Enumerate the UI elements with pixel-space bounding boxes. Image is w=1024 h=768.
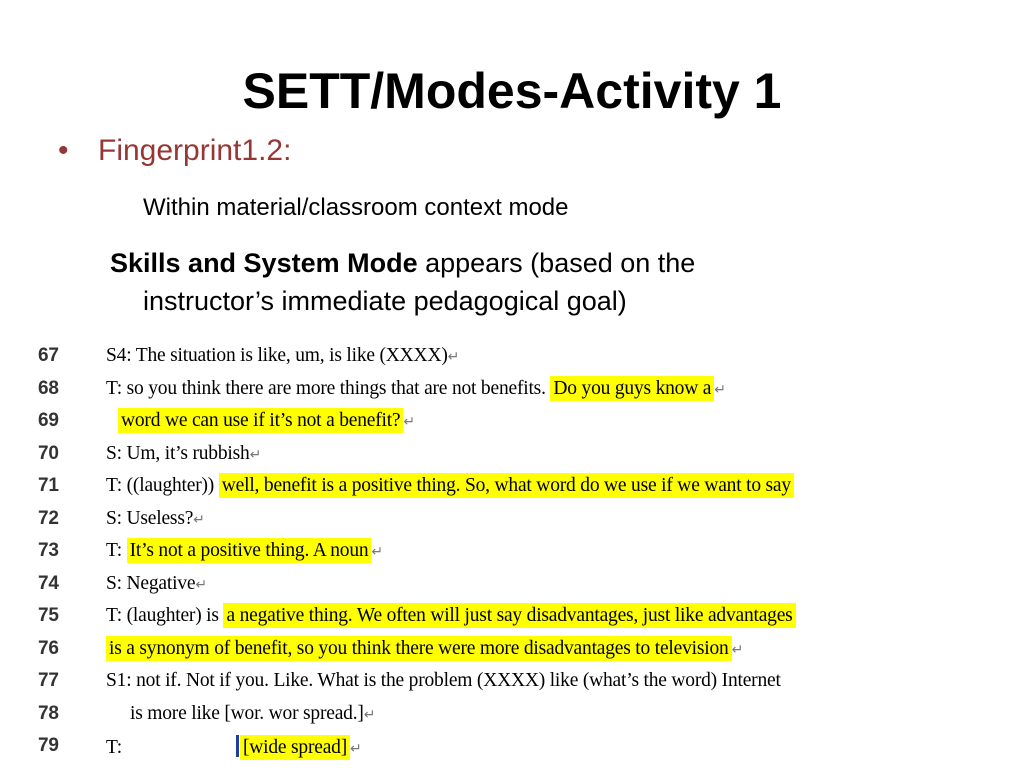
line-text: S1: not if. Not if you. Like. What is the problem (XXXX) like (what’s the word) Internet (106, 670, 781, 691)
line-text: T: ((laughter)) (106, 475, 219, 496)
return-mark: ↵ (371, 545, 383, 560)
return-mark: ↵ (714, 382, 726, 398)
return-mark: ↵ (731, 642, 744, 658)
highlighted-text: is a synonym of benefit, so you think there were more disadvantages to television (106, 636, 732, 661)
line-text: is more like [wor. wor spread.] (130, 702, 364, 724)
line-number: 74 (38, 572, 59, 594)
transcript-image (38, 342, 1024, 765)
slide-title: SETT/Modes-Activity 1 (242, 63, 782, 119)
transcript-line (38, 667, 1024, 700)
return-mark: ↵ (249, 447, 262, 463)
highlighted-text: [wide spread] (240, 735, 350, 760)
transcript-line (38, 472, 1024, 505)
return-mark: ↵ (363, 707, 376, 723)
line-number: 72 (38, 507, 59, 529)
text-cursor-icon (236, 735, 239, 757)
line-number: 71 (38, 475, 59, 496)
return-mark: ↵ (193, 512, 205, 528)
line-number: 77 (38, 670, 59, 691)
highlighted-text: well, benefit is a positive thing. So, what word do we use if we want to say (219, 473, 794, 498)
transcript-line (38, 732, 1024, 765)
bullet-item (58, 134, 291, 168)
transcript-line (38, 635, 1024, 668)
line-number: 70 (38, 442, 59, 464)
bullet-text: Fingerprint1.2: (98, 134, 292, 167)
transcript-line (38, 570, 1024, 603)
line-number: 67 (38, 345, 59, 366)
skills-mode-text-line2: instructor’s immediate pedagogical goal) (143, 286, 627, 316)
line-number: 73 (38, 540, 59, 561)
line-text: T: (laughter) is (106, 605, 224, 626)
line-text: T: so you think there are more things that are not benefits. (106, 377, 551, 399)
line-number: 78 (38, 702, 59, 724)
skills-mode-text: appears (based on the (417, 248, 696, 278)
transcript-line (38, 375, 1024, 408)
line-number: 79 (38, 735, 59, 756)
return-mark: ↵ (447, 350, 460, 365)
skills-mode-label: Skills and System Mode (110, 248, 418, 278)
return-mark: ↵ (195, 577, 207, 593)
transcript-line (38, 407, 1024, 440)
highlighted-text: word we can use if it’s not a benefit? (118, 408, 403, 433)
highlighted-text: Do you guys know a (550, 376, 714, 401)
transcript-line (38, 537, 1024, 570)
transcript-line (38, 440, 1024, 473)
sub-point-context-mode: Within material/classroom context mode (143, 194, 569, 221)
transcript-line (38, 505, 1024, 538)
transcript-line (38, 342, 1024, 375)
return-mark: ↵ (350, 742, 362, 757)
line-number: 68 (38, 377, 59, 399)
line-text: S: Um, it’s rubbish (106, 442, 250, 464)
highlighted-text: It’s not a positive thing. A noun (127, 538, 372, 563)
highlighted-text: a negative thing. We often will just say disadvantages, just like advantages (223, 603, 795, 628)
line-number: 76 (38, 637, 59, 659)
line-text: T: (106, 737, 122, 758)
transcript-line (38, 602, 1024, 635)
sub-point-skills-mode (110, 244, 870, 320)
transcript-line (38, 700, 1024, 733)
line-number: 69 (38, 410, 59, 431)
line-text: S: Useless? (106, 507, 194, 529)
bullet-marker: • (58, 134, 69, 167)
line-text: T: (106, 540, 127, 561)
return-mark: ↵ (403, 415, 415, 430)
line-number: 75 (38, 605, 59, 626)
line-text: S4: The situation is like, um, is like (XXXX) (106, 345, 448, 366)
line-text: S: Negative (106, 572, 196, 594)
